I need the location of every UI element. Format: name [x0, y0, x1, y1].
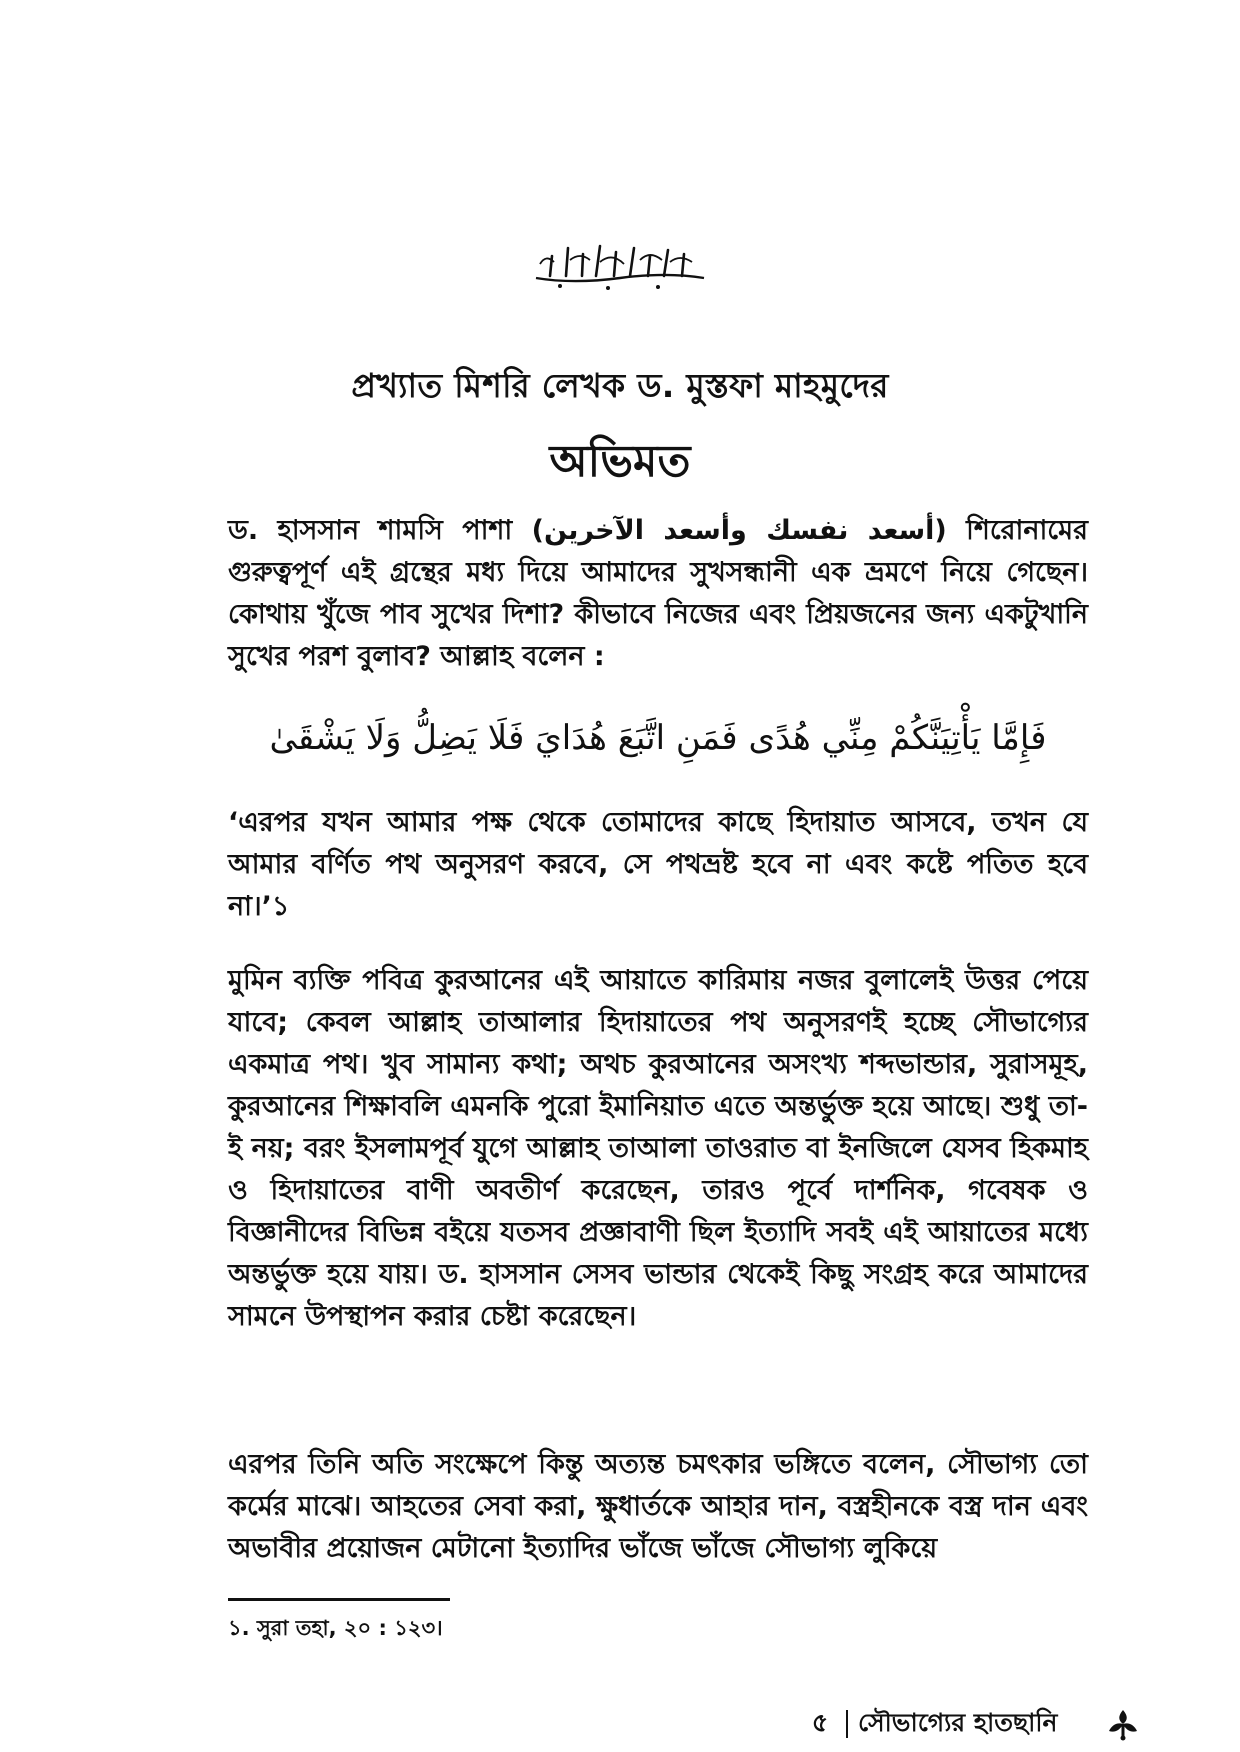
quran-verse: فَإِمَّا يَأْتِيَنَّكُمْ مِنِّي هُدًى فَمَنِ اتَّبَعَ هُدَايَ فَلَا يَضِلُّ وَلَا يَشْقَىٰ [269, 718, 1047, 758]
paragraph-continuation: এরপর তিনি অতি সংক্ষেপে কিন্তু অত্যন্ত চমৎকার ভঙ্গিতে বলেন, সৌভাগ্য তো কর্মের মাঝে। আহতের সেবা করা, ক্ষুধার্তকে আহার দান, বস্ত্রহীনকে বস্ত্র দান এবং অভাবীর প্রয়োজন মেটানো ইত্যাদির ভাঁজে ভাঁজে সৌভাগ্য লুকিয়ে [228, 1449, 1088, 1564]
paragraph-intro: ড. হাসসান শামসি পাশা (أسعد نفسك وأسعد الآخرين) শিরোনামের গুরুত্বপূর্ণ এই গ্রন্থের মধ্য দিয়ে আমাদের সুখসন্ধানী এক ভ্রমণে নিয়ে গেছেন। কোথায় খুঁজে পাব সুখের দিশা? কীভাবে নিজের এবং প্রিয়জনের জন্য একটুখানি সুখের পরশ বুলাব? আল্লাহ বলেন : [228, 515, 1088, 672]
paragraph-translation: ‘এরপর যখন আমার পক্ষ থেকে তোমাদের কাছে হিদায়াত আসবে, তখন যে আমার বর্ণিত পথ অনুসরণ করবে, সে পথভ্রষ্ট হবে না এবং কষ্টে পতিত হবে না।’১ [228, 807, 1088, 922]
footnote-divider [228, 1598, 450, 1601]
page-title: অভিমত [549, 436, 691, 487]
footnote: ১. সুরা তহা, ২০ : ১২৩। [228, 1616, 443, 1640]
bismillah-calligraphy [530, 238, 710, 294]
page-number: ৫ [811, 1707, 829, 1737]
page-subtitle: প্রখ্যাত মিশরি লেখক ড. মুস্তফা মাহমুদের [351, 366, 889, 405]
book-title: সৌভাগ্যের হাতছানি [858, 1707, 1058, 1737]
floral-ornament-icon [1106, 1707, 1140, 1741]
footer-divider [846, 1710, 848, 1738]
paragraph-commentary: মুমিন ব্যক্তি পবিত্র কুরআনের এই আয়াতে কারিমায় নজর বুলালেই উত্তর পেয়ে যাবে; কেবল আল্লাহ তাআলার হিদায়াতের পথ অনুসরণই হচ্ছে সৌভাগ্যের একমাত্র পথ। খুব সামান্য কথা; অথচ কুরআনের অসংখ্য শব্দভান্ডার, সুরাসমূহ, কুরআনের শিক্ষাবলি এমনকি পুরো ইমানিয়াত এতে অন্তর্ভুক্ত হয়ে আছে। শুধু তা-ই নয়; বরং ইসলামপূর্ব যুগে আল্লাহ তাআলা তাওরাত বা ইনজিলে যেসব হিকমাহ ও হিদায়াতের বাণী অবতীর্ণ করেছেন, তারও পূর্বে দার্শনিক, গবেষক ও বিজ্ঞানীদের বিভিন্ন বইয়ে যতসব প্রজ্ঞাবাণী ছিল ইত্যাদি সবই এই আয়াতের মধ্যে অন্তর্ভুক্ত হয়ে যায়। ড. হাসসান সেসব ভান্ডার থেকেই কিছু সংগ্রহ করে আমাদের সামনে উপস্থাপন করার চেষ্টা করেছেন। [228, 965, 1088, 1332]
page-footer [800, 1706, 1140, 1742]
